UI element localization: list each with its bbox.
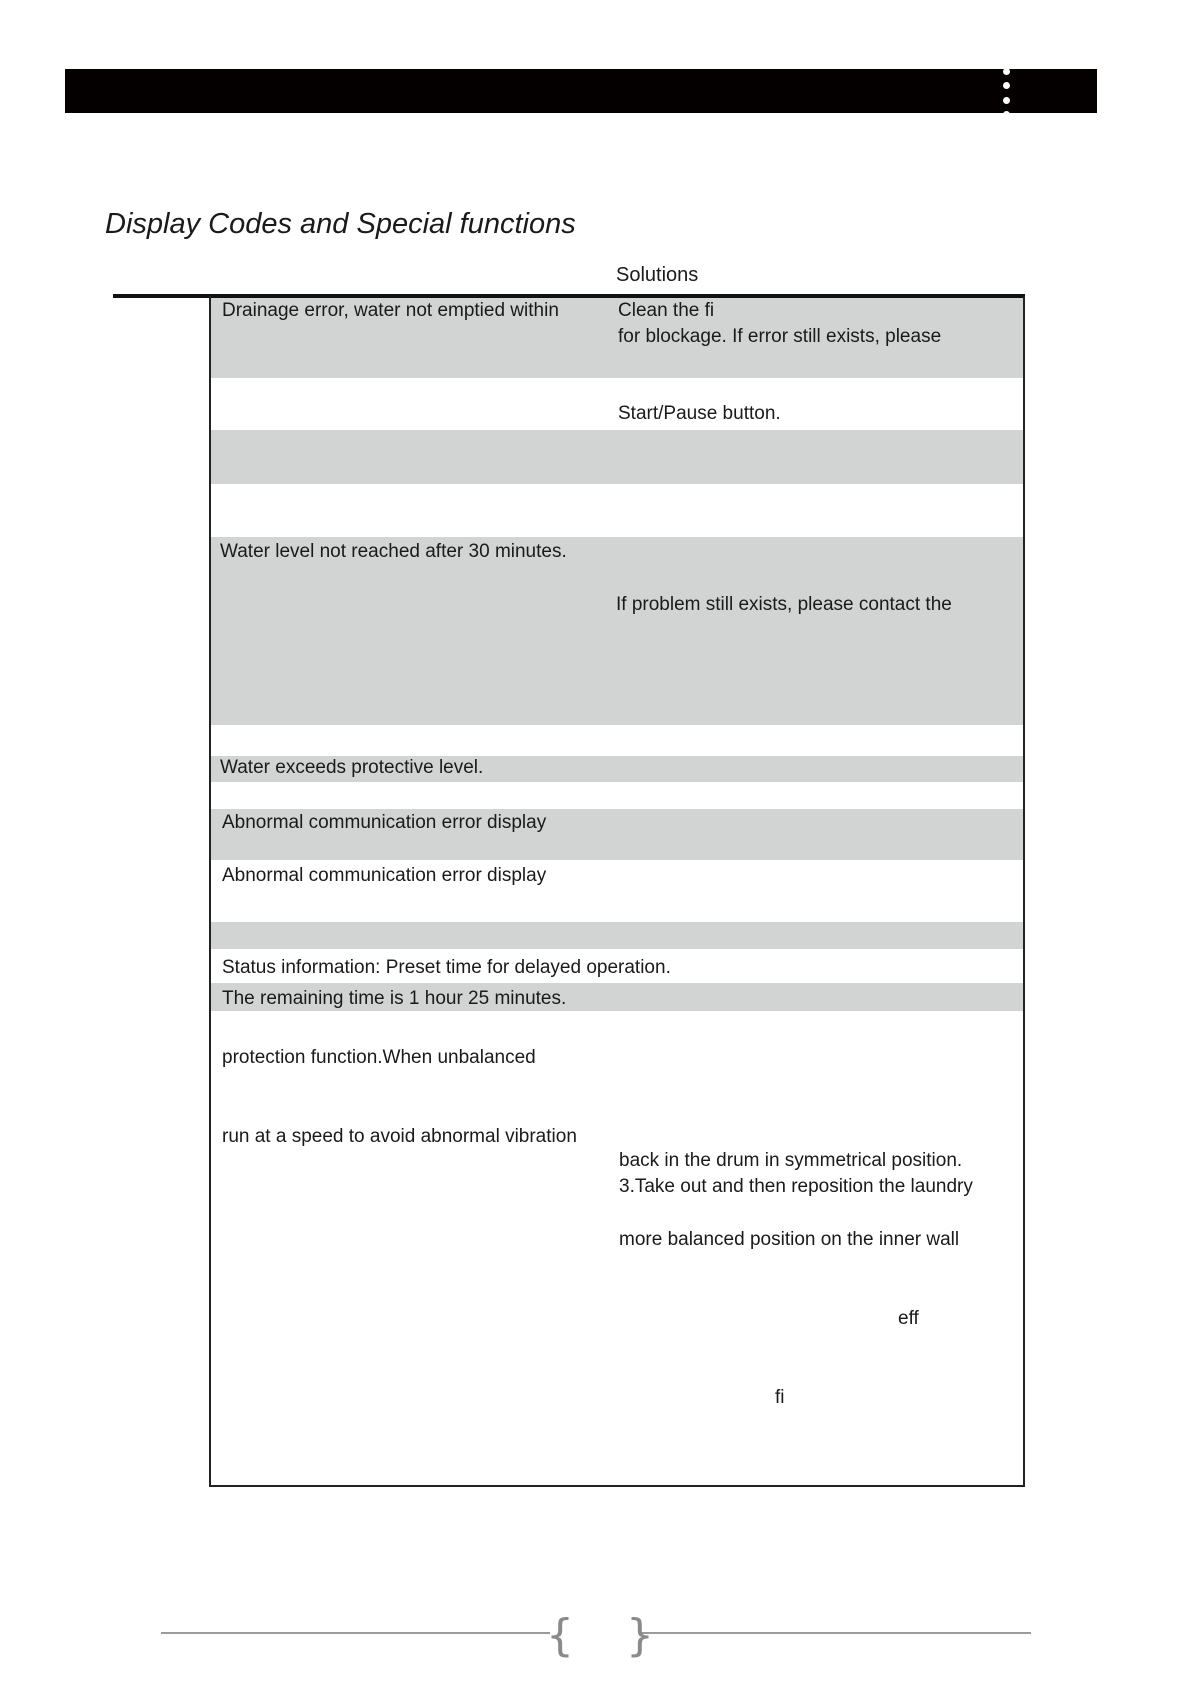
status-information: Status information: Preset time for delayed operation. [222,957,671,978]
drainage-solution-line-1: Clean the fi [618,300,715,321]
water-level-description: Water level not reached after 30 minutes. [220,541,567,562]
footer-line-left [161,1632,550,1634]
fragment-eff: eff [898,1308,919,1329]
water-level-solution: If problem still exists, please contact the [616,594,952,615]
footer-line-right [640,1632,1031,1634]
protection-function-text: protection function.When unbalanced [222,1047,536,1068]
remaining-time: The remaining time is 1 hour 25 minutes. [222,988,567,1009]
vertical-dots-icon [993,68,1019,118]
take-out-text: 3.Take out and then reposition the laundry [619,1176,973,1197]
solutions-column-header: Solutions [616,264,699,286]
header-bar [65,69,1097,113]
more-balanced-text: more balanced position on the inner wall [619,1229,960,1250]
start-pause-instruction: Start/Pause button. [618,403,781,424]
back-in-drum-text: back in the drum in symmetrical position. [619,1150,963,1171]
fragment-fi: fi [775,1387,785,1408]
abnormal-communication-description-2: Abnormal communication error display [222,865,547,886]
page-number-bracket-right: } [626,1610,654,1661]
abnormal-communication-description-1: Abnormal communication error display [222,812,547,833]
drainage-solution-line-2: for blockage. If error still exists, please [618,326,942,347]
run-speed-text: run at a speed to avoid abnormal vibration [222,1126,577,1147]
page-number-bracket-left: { [546,1610,574,1661]
water-exceeds-description: Water exceeds protective level. [220,757,484,778]
drainage-error-description: Drainage error, water not emptied within [222,300,559,321]
section-title: Display Codes and Special functions [105,208,576,240]
